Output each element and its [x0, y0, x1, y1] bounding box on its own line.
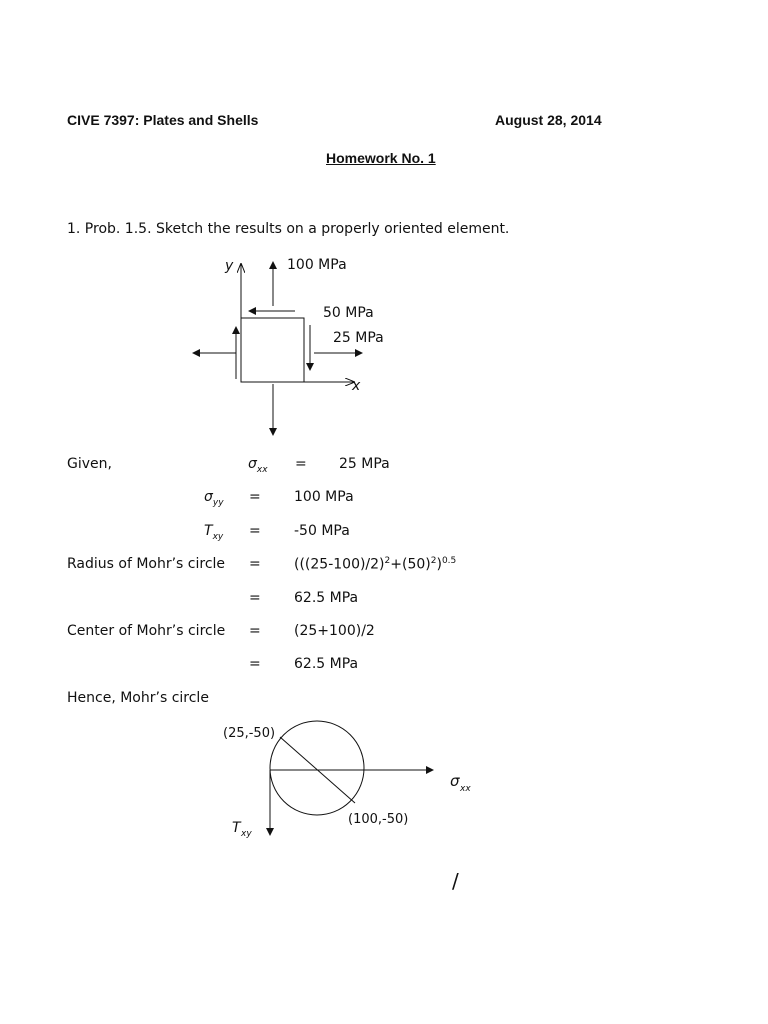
label-25mpa: 25 MPa [333, 330, 384, 346]
problem-statement: 1. Prob. 1.5. Sketch the results on a properly oriented element. [67, 221, 510, 237]
sigma-xx-equals: = [295, 456, 307, 472]
center-equals-2: = [249, 656, 261, 672]
center-label: Center of Mohr’s circle [67, 623, 226, 639]
radius-expression: $(((25-100)/2)^2+(50)^2)^{0.5}$ [294, 556, 457, 573]
homework-title: Homework No. 1 [326, 150, 436, 166]
stray-slash-mark: / [452, 869, 459, 893]
center-expression: (25+100)/2 [294, 623, 375, 639]
center-equals: = [249, 623, 261, 639]
sigma-xx-value: 25 MPa [339, 456, 390, 472]
label-100mpa: 100 MPa [287, 257, 347, 273]
y-axis-label: y [225, 258, 234, 274]
tau-axis-symbol: T [232, 820, 241, 836]
mohrs-circle [270, 721, 364, 815]
sigma-yy-symbol: $\sigma_{yy}$ [204, 489, 224, 508]
tau-axis-subscript: xy [241, 829, 252, 839]
point-25-neg50: (25,-50) [223, 726, 276, 741]
label-50mpa: 50 MPa [323, 305, 374, 321]
sigma-axis-symbol: σ [450, 772, 460, 790]
point-100-neg50: (100,-50) [348, 812, 409, 827]
sigma-axis-subscript: xx [460, 784, 471, 794]
hence-label: Hence, Mohr’s circle [67, 690, 209, 706]
given-label: Given, [67, 456, 112, 472]
sigma-yy-equals: = [249, 489, 261, 505]
tau-xy-value: -50 MPa [294, 523, 350, 539]
course-title: CIVE 7397: Plates and Shells [67, 112, 259, 128]
center-value: 62.5 MPa [294, 656, 359, 672]
radius-equals: = [249, 556, 261, 572]
radius-value: 62.5 MPa [294, 590, 359, 606]
document-date: August 28, 2014 [495, 112, 602, 128]
tau-xy-equals: = [249, 523, 261, 539]
tau-xy-symbol: $T_{xy}$ [204, 523, 224, 542]
x-axis-label: x [352, 378, 361, 394]
radius-equals-2: = [249, 590, 261, 606]
sigma-yy-value: 100 MPa [294, 489, 354, 505]
sigma-xx-symbol: $\sigma_{xx}$ [248, 456, 268, 475]
radius-label: Radius of Mohr’s circle [67, 556, 226, 572]
